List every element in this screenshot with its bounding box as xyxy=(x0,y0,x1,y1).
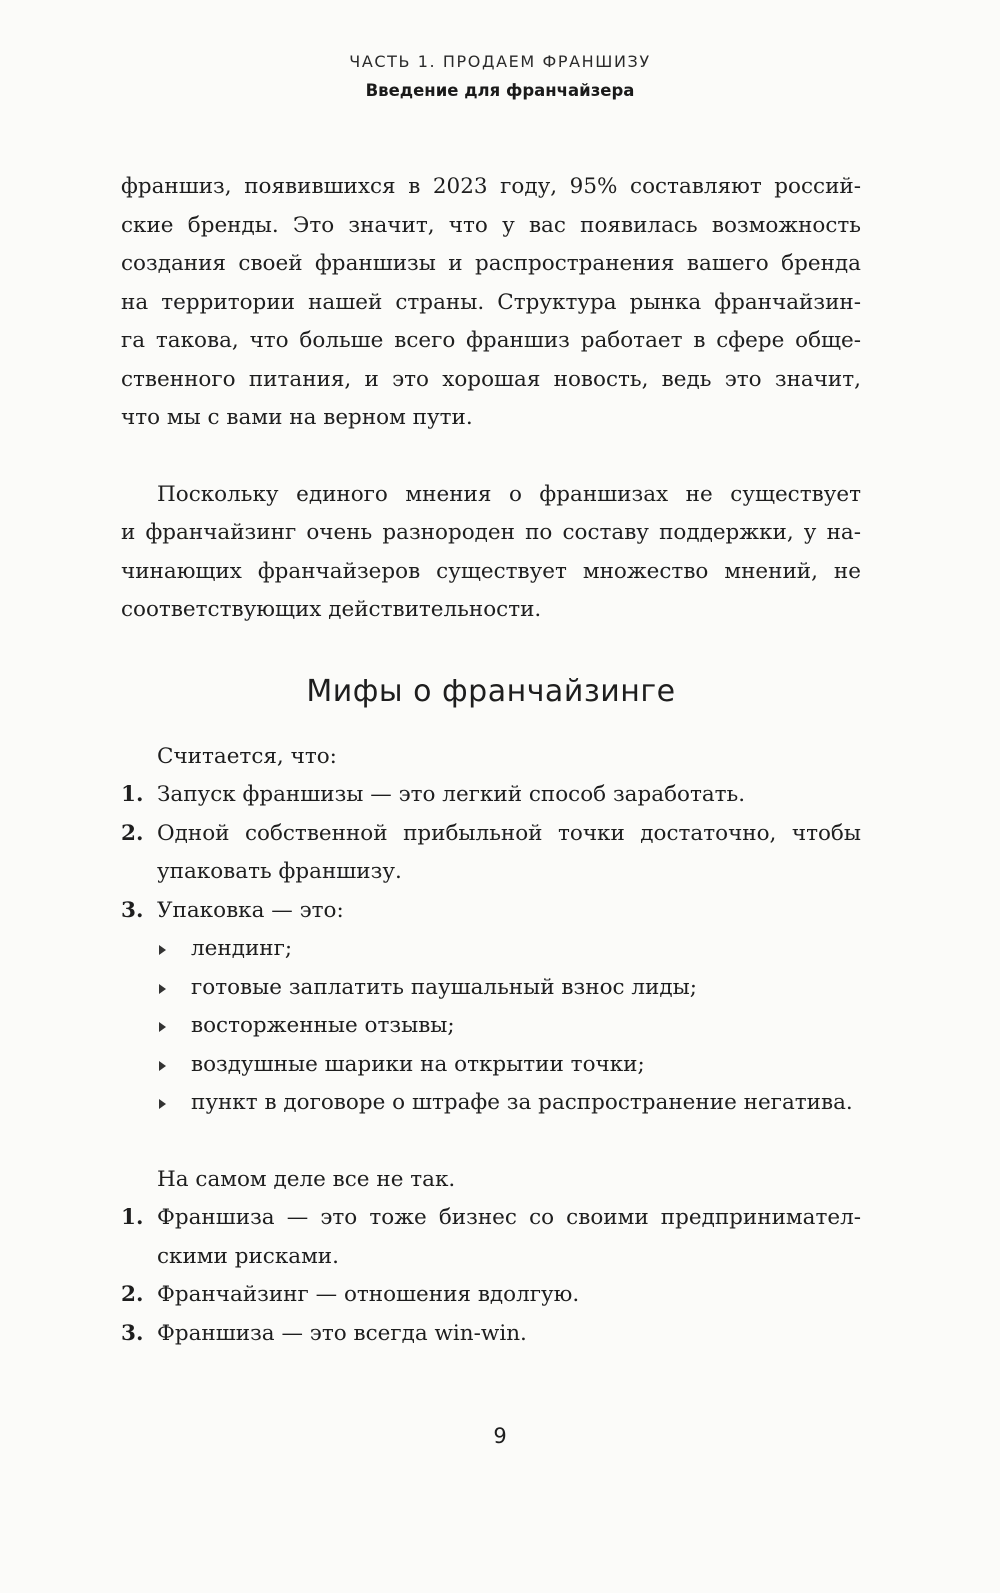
sublist-text: восторженные отзывы; xyxy=(191,1013,455,1038)
reality-lead: На самом деле все не так. xyxy=(157,1166,456,1192)
myths-list xyxy=(121,776,861,930)
list-item xyxy=(121,892,861,931)
item-text: Запуск франшизы — это легкий способ заработать. xyxy=(157,782,746,807)
list-item xyxy=(121,776,861,815)
section-heading: Мифы о франчайзинге xyxy=(306,673,676,709)
list-item xyxy=(121,815,861,892)
triangle-bullet-icon xyxy=(159,945,166,955)
item-text: Франшиза — это тоже бизнес со своими предпринимател- xyxy=(157,1205,861,1230)
page-body xyxy=(121,168,861,1353)
item-number: 2. xyxy=(121,820,144,846)
packaging-sublist xyxy=(121,930,861,1123)
list-item xyxy=(121,1199,861,1276)
sublist-item xyxy=(157,930,861,969)
item-text: Упаковка — это: xyxy=(157,897,344,923)
item-number: 1. xyxy=(121,782,144,807)
list-item xyxy=(121,1276,861,1315)
text-line: франшиз, появившихся в 2023 году, 95% составляют россий- xyxy=(121,174,861,199)
running-head xyxy=(0,52,1000,100)
text-line: чинающих франчайзеров существует множество мнений, не xyxy=(121,558,861,584)
triangle-bullet-icon xyxy=(159,1022,166,1032)
item-number: 3. xyxy=(121,1320,144,1346)
text-line: Поскольку единого мнения о франшизах не существует xyxy=(157,481,861,507)
text-line: ские бренды. Это значит, что у вас появилась возможность xyxy=(121,212,861,238)
sublist-item xyxy=(157,1084,861,1123)
item-text: упаковать франшизу. xyxy=(157,859,402,884)
text-line: создания своей франшизы и распространения вашего бренда xyxy=(121,251,861,276)
part-title: ЧАСТЬ 1. ПРОДАЕМ ФРАНШИЗУ xyxy=(349,52,651,71)
triangle-bullet-icon xyxy=(159,1099,166,1109)
item-text: Франшиза — это всегда win-win. xyxy=(157,1320,527,1346)
sublist-text: пункт в договоре о штрафе за распространение негатива. xyxy=(191,1090,853,1115)
reality-block xyxy=(121,1161,861,1354)
item-text: Франчайзинг — отношения вдолгую. xyxy=(157,1282,580,1307)
text-line: на территории нашей страны. Структура рынка франчайзин- xyxy=(121,289,861,315)
sublist-item xyxy=(157,969,861,1008)
myths-lead: Считается, что: xyxy=(157,743,337,769)
page-number: 9 xyxy=(493,1424,507,1448)
sublist-item xyxy=(157,1046,861,1085)
item-number: 3. xyxy=(121,897,144,923)
text-line: га такова, что больше всего франшиз работает в сфере обще- xyxy=(121,328,861,353)
paragraph-opinions xyxy=(121,476,861,630)
myths-block xyxy=(121,738,861,1123)
text-line: соответствующих действительности. xyxy=(121,597,542,622)
paragraph-intro xyxy=(121,168,861,438)
sublist-item xyxy=(157,1007,861,1046)
section-title: Введение для франчайзера xyxy=(365,81,635,100)
sublist-text: лендинг; xyxy=(191,936,293,961)
text-line: и франчайзинг очень разнороден по составу поддержки, у на- xyxy=(121,520,861,545)
sublist-text: воздушные шарики на открытии точки; xyxy=(191,1051,645,1077)
reality-list xyxy=(121,1199,861,1353)
item-number: 2. xyxy=(121,1282,144,1307)
item-number: 1. xyxy=(121,1205,144,1230)
item-text: Одной собственной прибыльной точки достаточно, чтобы xyxy=(157,820,861,846)
list-item xyxy=(121,1315,861,1354)
text-line: что мы с вами на верном пути. xyxy=(121,405,473,430)
item-text: скими рисками. xyxy=(157,1243,339,1269)
sublist-text: готовые заплатить паушальный взнос лиды; xyxy=(191,974,697,1000)
text-line: ственного питания, и это хорошая новость, ведь это значит, xyxy=(121,366,861,392)
triangle-bullet-icon xyxy=(159,1061,166,1071)
triangle-bullet-icon xyxy=(159,984,166,994)
